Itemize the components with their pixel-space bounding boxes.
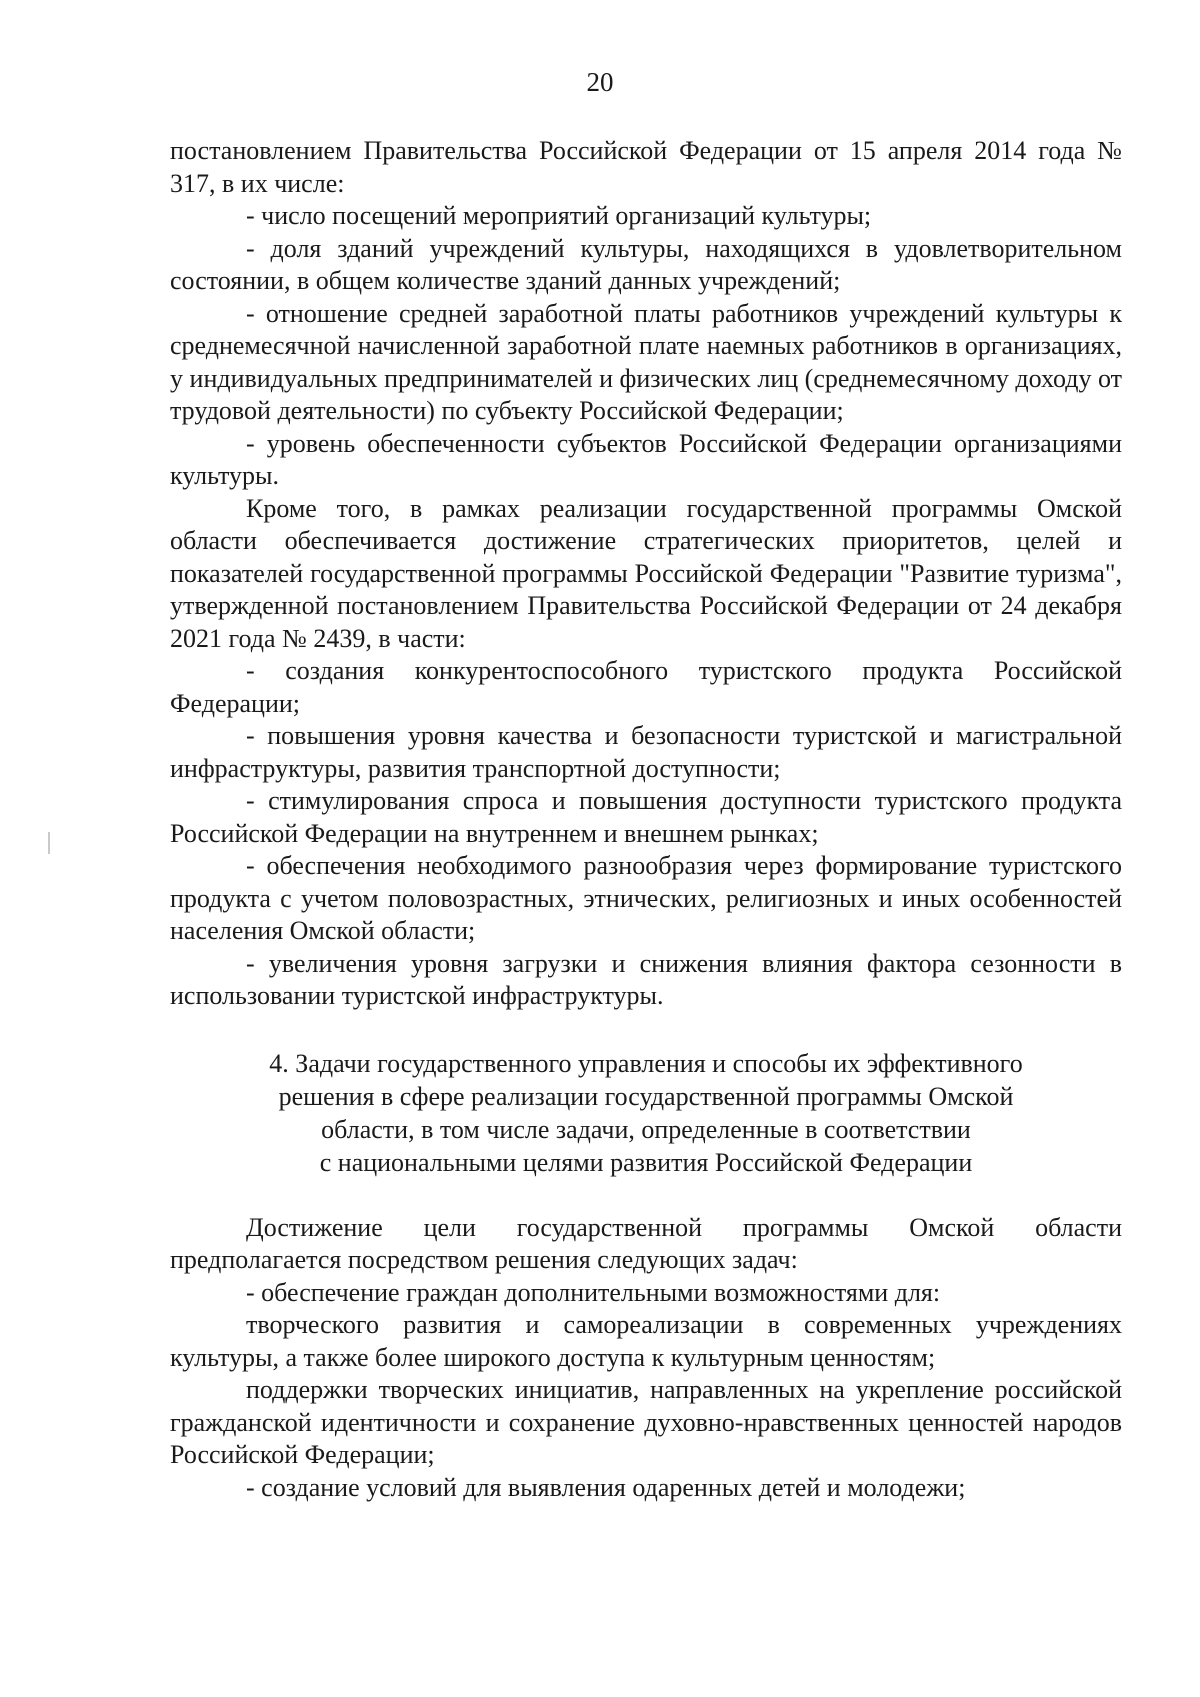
section-heading-line: решения в сфере реализации государственной программы Омской xyxy=(278,1081,1014,1111)
section-heading-line: с национальными целями развития Российской Федерации xyxy=(319,1147,973,1177)
list-item-creative-development: творческого развития и самореализации в современных учреждениях культуры, а также более широкого доступа к культурным ценностям; xyxy=(170,1310,1122,1372)
document-body xyxy=(170,135,1122,1504)
list-item-gifted-youth: - создание условий для выявления одаренных детей и молодежи; xyxy=(246,1472,966,1502)
section-heading xyxy=(170,1047,1122,1179)
list-item-creative-initiatives: поддержки творческих инициатив, направленных на укрепление российской гражданской идентичности и сохранение духовно-нравственных ценностей народов Российской Федерации; xyxy=(170,1375,1122,1469)
paragraph-goal-achievement: Достижение цели государственной программы Омской области предполагается посредством решения следующих задач: xyxy=(170,1212,1122,1274)
list-item-cultural-events: - число посещений мероприятий организаций культуры; xyxy=(246,201,872,230)
list-item-buildings-share: - доля зданий учреждений культуры, находящихся в удовлетворительном состоянии, в общем количестве зданий данных учреждений; xyxy=(170,233,1122,295)
list-item-diversity: - обеспечения необходимого разнообразия через формирование туристского продукта с учетом половозрастных, этнических, религиозных и иных особенностей населения Омской области; xyxy=(170,851,1122,945)
paragraph-tourism-program: Кроме того, в рамках реализации государственной программы Омской области обеспечивается достижение стратегических приоритетов, целей и показателей государственной программы Российской Федерации "Развитие туризма", утвержденной постановлением Правительства Российской Федерации от 24 декабря 2021 года № 2439, в части: xyxy=(170,493,1122,653)
list-item-seasonality: - увеличения уровня загрузки и снижения влияния фактора сезонности в использовании туристской инфраструктуры. xyxy=(170,948,1122,1010)
list-item-infrastructure: - повышения уровня качества и безопасности туристской и магистральной инфраструктуры, развития транспортной доступности; xyxy=(170,721,1122,783)
list-item-demand: - стимулирования спроса и повышения доступности туристского продукта Российской Федерации на внутреннем и внешнем рынках; xyxy=(170,786,1122,848)
list-item-provision-level: - уровень обеспеченности субъектов Российской Федерации организациями культуры. xyxy=(170,428,1122,490)
page-number: 20 xyxy=(586,67,614,97)
section-heading-line: 4. Задачи государственного управления и способы их эффективного xyxy=(269,1048,1023,1078)
section-heading-line: области, в том числе задачи, определенные в соответствии xyxy=(321,1114,971,1144)
scan-artifact-mark xyxy=(48,832,50,854)
list-item-salary-ratio: - отношение средней заработной платы работников учреждений культуры к среднемесячной начисленной заработной плате наемных работников в организациях, у индивидуальных предпринимателей и физических лиц (среднемесячному доходу от трудовой деятельности) по субъекту Российской Федерации; xyxy=(170,298,1122,425)
list-item-citizen-opportunities: - обеспечение граждан дополнительными возможностями для: xyxy=(246,1277,941,1307)
paragraph-continuation: постановлением Правительства Российской Федерации от 15 апреля 2014 года № 317, в их числе: xyxy=(170,136,1122,198)
list-item-tourism-product: - создания конкурентоспособного туристского продукта Российской Федерации; xyxy=(170,656,1122,718)
